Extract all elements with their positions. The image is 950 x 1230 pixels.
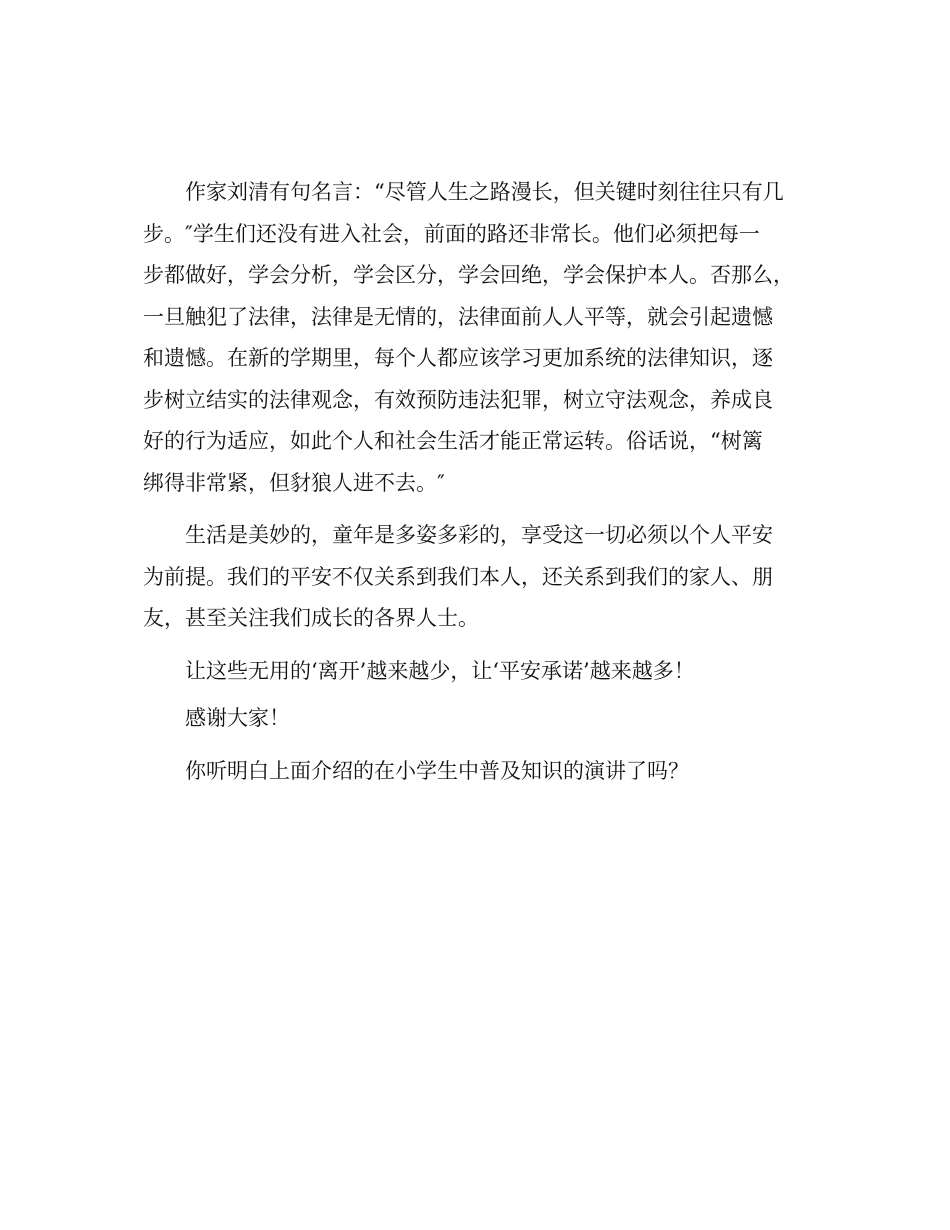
- text-line: 友，甚至关注我们成长的各界人士。: [143, 606, 479, 630]
- paragraph-safety: [143, 515, 809, 640]
- text-line: 和遗憾。在新的学期里，每个人都应该学习更加系统的法律知识，逐: [143, 346, 773, 370]
- document-body: [143, 172, 809, 792]
- paragraph-spacer: [143, 640, 809, 651]
- paragraph-closing-question: [143, 751, 809, 793]
- paragraph-spacer: [143, 740, 809, 751]
- text-line: 好的行为适应，如此个人和社会生活才能正常运转。俗话说，“树篱: [143, 429, 763, 453]
- text-line: 作家刘清有句名言：“尽管人生之路漫长，但关键时刻往往只有几: [143, 180, 784, 204]
- text-line: 感谢大家！: [143, 706, 290, 730]
- paragraph-promise: [143, 651, 809, 693]
- paragraph-law-awareness: [143, 172, 809, 504]
- text-line: 让这些无用的‘离开’越来越少，让‘平安承诺’越来越多！: [143, 658, 695, 683]
- text-line: 步树立结实的法律观念，有效预防违法犯罪，树立守法观念，养成良: [143, 387, 773, 412]
- text-line: 为前提。我们的平安不仅关系到我们本人，还关系到我们的家人、朋: [143, 564, 773, 589]
- text-line: 步都做好，学会分析，学会区分，学会回绝，学会保护本人。否那么，: [143, 263, 794, 287]
- text-line: 一旦触犯了法律，法律是无情的，法律面前人人平等，就会引起遗憾: [143, 304, 773, 329]
- paragraph-thanks: [143, 698, 809, 740]
- paragraph-spacer: [143, 504, 809, 515]
- text-line: 你听明白上面介绍的在小学生中普及知识的演讲了吗？: [143, 758, 689, 783]
- text-line: 绑得非常紧，但豺狼人进不去。″: [143, 470, 445, 495]
- text-line: 步。″学生们还没有进入社会，前面的路还非常长。他们必须把每一: [143, 221, 760, 246]
- text-line: 生活是美妙的，童年是多姿多彩的，享受这一切必须以个人平安: [143, 523, 773, 547]
